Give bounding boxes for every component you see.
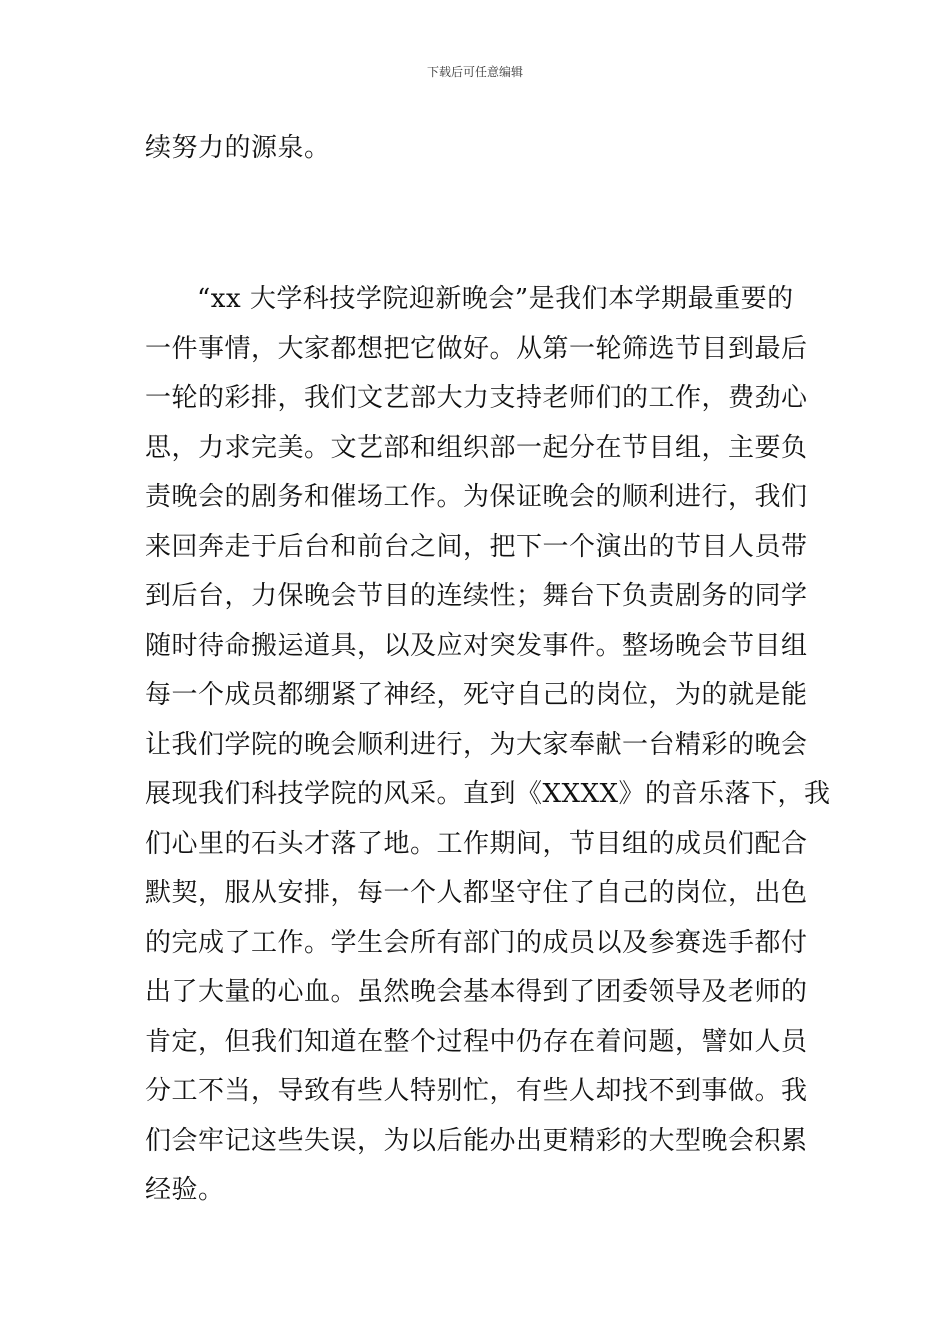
text-line: 肯定，但我们知道在整个过程中仍存在着问题，譬如人员 (145, 1027, 808, 1057)
text-line: 默契，服从安排，每一个人都坚守住了自己的岗位，出色 (145, 878, 808, 908)
text-line: 一件事情，大家都想把它做好。从第一轮筛选节目到最后 (145, 334, 808, 364)
text-line: 来回奔走于后台和前台之间，把下一个演出的节目人员带 (145, 532, 808, 562)
text-line: 随时待命搬运道具，以及应对突发事件。整场晚会节目组 (145, 631, 808, 661)
text-line: “xx 大学科技学院迎新晚会”是我们本学期最重要的 (197, 284, 794, 314)
text-line: 让我们学院的晚会顺利进行，为大家奉献一台精彩的晚会 (145, 730, 808, 760)
text-line: 们心里的石头才落了地。工作期间，节目组的成员们配合 (145, 829, 808, 859)
page-header-note: 下载后可任意编辑 (426, 65, 523, 79)
text-line: 展现我们科技学院的风采。直到《XXXX》的音乐落下，我 (145, 779, 831, 809)
text-line: 续努力的源泉。 (145, 133, 331, 163)
text-line: 一轮的彩排，我们文艺部大力支持老师们的工作，费劲心 (145, 383, 808, 413)
text-line: 到后台，力保晚会节目的连续性；舞台下负责剧务的同学 (145, 581, 808, 611)
text-line: 分工不当，导致有些人特别忙，有些人却找不到事做。我 (145, 1076, 808, 1106)
text-line: 思，力求完美。文艺部和组织部一起分在节目组，主要负 (145, 433, 808, 463)
text-line: 们会牢记这些失误，为以后能办出更精彩的大型晚会积累 (145, 1126, 808, 1156)
text-line: 出了大量的心血。虽然晚会基本得到了团委领导及老师的 (145, 977, 808, 1007)
text-line: 经验。 (145, 1175, 225, 1205)
text-line: 每一个成员都绷紧了神经，死守自己的岗位，为的就是能 (145, 680, 808, 710)
text-line: 责晚会的剧务和催场工作。为保证晚会的顺利进行，我们 (145, 482, 808, 512)
text-line: 的完成了工作。学生会所有部门的成员以及参赛选手都付 (145, 928, 808, 958)
